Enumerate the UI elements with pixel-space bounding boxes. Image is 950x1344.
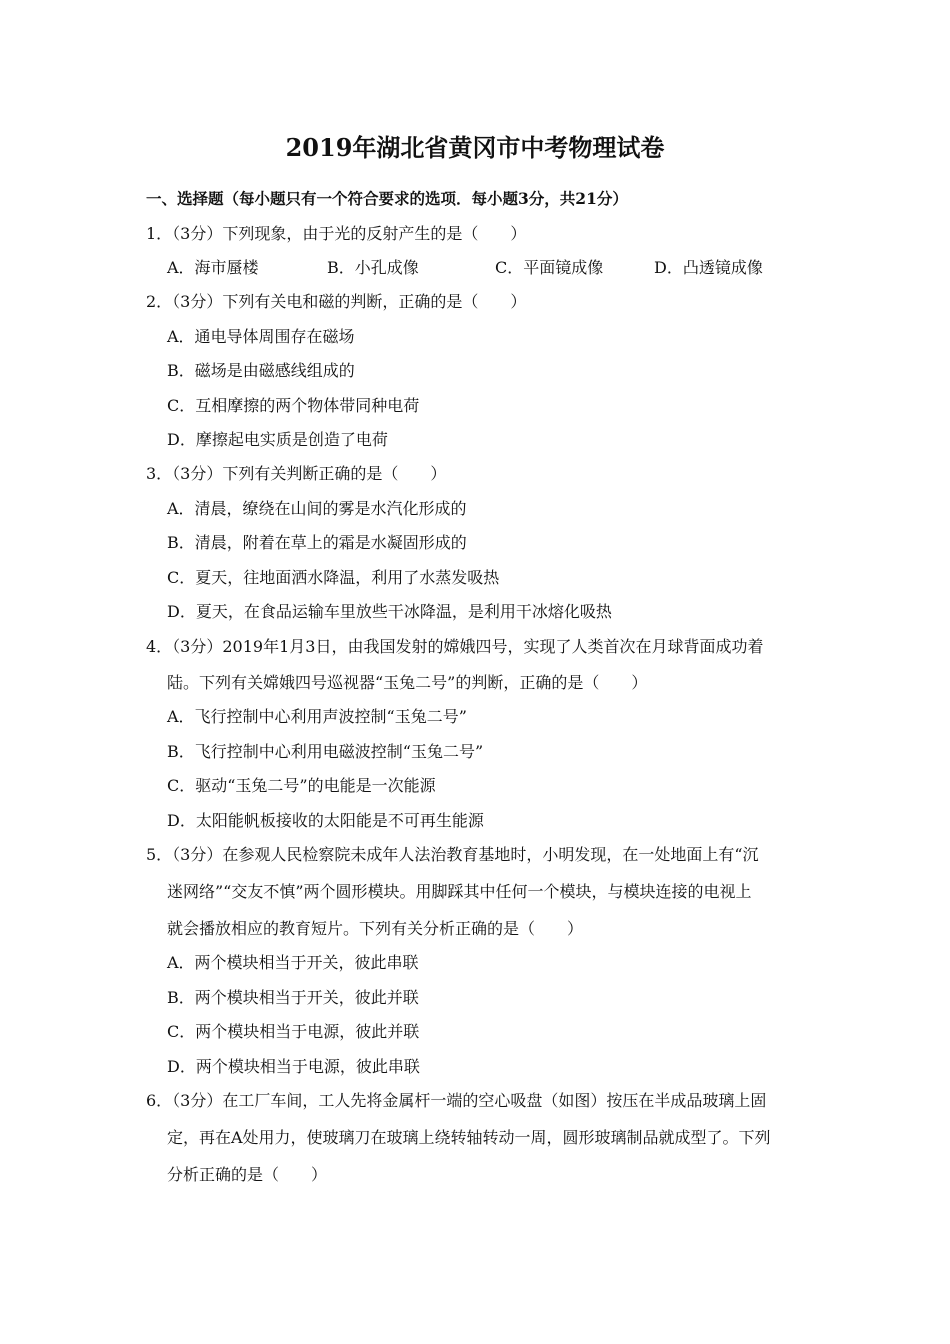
question-6-stem-line-3: 分析正确的是（ ） <box>167 1165 328 1184</box>
question-2-option-c: C．互相摩擦的两个物体带同种电荷 <box>167 396 420 415</box>
question-4-option-c: C．驱动“玉兔二号”的电能是一次能源 <box>167 776 436 795</box>
question-1-option-c: C．平面镜成像 <box>495 258 604 277</box>
question-5-stem-line-3: 就会播放相应的教育短片。下列有关分析正确的是（ ） <box>167 919 584 938</box>
question-2-stem: 2．（3分）下列有关电和磁的判断，正确的是（ ） <box>146 292 527 311</box>
question-4-stem-line-2: 陆。下列有关嫦娥四号巡视器“玉兔二号”的判断，正确的是（ ） <box>167 673 648 692</box>
question-3-option-b: B．清晨，附着在草上的霜是水凝固形成的 <box>167 533 467 552</box>
question-2-option-d: D．摩擦起电实质是创造了电荷 <box>167 430 388 449</box>
question-5-stem-line-1: 5．（3分）在参观人民检察院未成年人法治教育基地时，小明发现，在一处地面上有“沉 <box>146 845 759 864</box>
question-3-stem: 3．（3分）下列有关判断正确的是（ ） <box>146 464 447 483</box>
question-2-option-b: B．磁场是由磁感线组成的 <box>167 361 355 380</box>
question-4-option-b: B．飞行控制中心利用电磁波控制“玉兔二号” <box>167 742 484 761</box>
question-1-stem: 1．（3分）下列现象，由于光的反射产生的是（ ） <box>146 224 527 243</box>
question-4-option-a: A．飞行控制中心利用声波控制“玉兔二号” <box>167 707 467 726</box>
question-3-option-a: A．清晨，缭绕在山间的雾是水汽化形成的 <box>167 499 467 518</box>
question-4-stem-line-1: 4．（3分）2019年1月3日，由我国发射的嫦娥四号，实现了人类首次在月球背面成功着 <box>146 637 764 656</box>
question-2-option-a: A．通电导体周围存在磁场 <box>167 327 355 346</box>
question-6-stem-line-2: 定，再在A处用力，使玻璃刀在玻璃上绕转轴转动一周，圆形玻璃制品就成型了。下列 <box>167 1128 771 1147</box>
question-1-option-a: A．海市蜃楼 <box>167 258 259 277</box>
page-title: 2019年湖北省黄冈市中考物理试卷 <box>285 133 665 162</box>
question-5-option-b: B．两个模块相当于开关，彼此并联 <box>167 988 419 1007</box>
question-3-option-d: D．夏天，在食品运输车里放些干冰降温，是利用干冰熔化吸热 <box>167 602 612 621</box>
question-6-stem-line-1: 6．（3分）在工厂车间，工人先将金属杆一端的空心吸盘（如图）按压在半成品玻璃上固 <box>146 1091 767 1110</box>
question-5-option-d: D．两个模块相当于电源，彼此串联 <box>167 1057 420 1076</box>
question-5-option-c: C．两个模块相当于电源，彼此并联 <box>167 1022 420 1041</box>
question-4-option-d: D．太阳能帆板接收的太阳能是不可再生能源 <box>167 811 484 830</box>
question-1-options <box>0 253 950 283</box>
question-1-option-b: B．小孔成像 <box>327 258 419 277</box>
section-heading: 一、选择题（每小题只有一个符合要求的选项．每小题3分，共21分） <box>146 189 628 208</box>
question-5-option-a: A．两个模块相当于开关，彼此串联 <box>167 953 419 972</box>
question-5-stem-line-2: 迷网络”“交友不慎”两个圆形模块。用脚踩其中任何一个模块，与模块连接的电视上 <box>167 882 752 901</box>
question-1-option-d: D．凸透镜成像 <box>654 258 763 277</box>
question-3-option-c: C．夏天，往地面洒水降温，利用了水蒸发吸热 <box>167 568 500 587</box>
